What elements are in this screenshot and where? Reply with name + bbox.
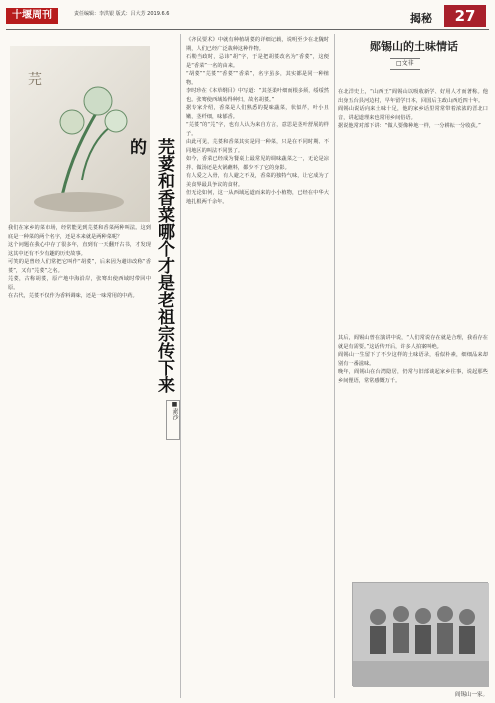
sidebar-title: 郧锡山的土味情话 — [370, 40, 458, 53]
column-divider-2 — [334, 34, 335, 698]
family-photo — [352, 582, 488, 686]
header-divider — [6, 29, 489, 30]
sidebar-body-part-1: 在北洋史上，“山西王”阎锡山以吸收新学、好用人才而著称。他出身五台县河边村，早年留学日本，回国后主政山西近四十年。 阎锡山说话向来土味十足，他的家乡话里常常带着浓浓的晋北口音，讲起道理来也常用乡间俗语。 据说他常对部下讲：“做人要像种地一样，一分耕耘一分收获。” — [338, 89, 488, 129]
hero-illustration — [10, 46, 150, 222]
sidebar-body-part-2: 其后，阎锡山曾在演讲中说，“人们常说存在就是合理，我看存在就是有需要。”这话传开后，许多人拍案叫绝。 阎锡山一生留下了不少这样的土味语录，看似朴素，细细品来却别有一番滋味。 晚年，阎锡山在台湾隐居，仍常与旧部谈起家乡往事，说起那些乡间俚语，常常感慨万千。 — [338, 335, 488, 384]
page-header — [0, 0, 495, 30]
editor-credits: 责任编辑：李洪银 版式：吕大芳 2019.6.6 — [74, 11, 170, 17]
sidebar-byline: □文非 — [390, 58, 420, 70]
section-name: 揭秘 — [410, 12, 432, 25]
photo-caption: 阎锡山一家。 — [455, 692, 489, 698]
article-author: ■素沙 — [166, 400, 180, 440]
page-number: 27 — [444, 5, 486, 27]
article-body-column-1: 我们在家乡的菜市场，经常能见到芫荽和香菜两种叫法。这到底是一种菜的两个名字，还是本来就是两种菜呢？ 这个问题在我心中存了很多年，直到有一天翻开古书，才发现这其中还有不少有趣的历史故事。 可笑的是曾经人们常把它叫作“胡荽”，后来因为避讳改称“香荽”，又有“芫荽”之名。 芫荽，古称胡荽，原产地中海沿岸，张骞出使西域时带回中原。 在古代，芫荽不仅作为香料调味，还是一味常用的中药。 — [8, 225, 151, 299]
group-photo-icon — [353, 583, 489, 687]
column-divider-1 — [180, 34, 181, 698]
herb-illustration-icon — [10, 46, 150, 222]
svg-text:芫: 芫 — [28, 72, 42, 88]
article-title: 芫荽和香菜哪个才是老祖宗传下来的 — [126, 138, 174, 393]
newspaper-brand: 十堰周刊 — [6, 8, 58, 24]
article-body-column-2: 《齐民要术》中就有种植胡荽的详细记载，说明至少在北魏时期，人们已经广泛栽种这种作物。 石勒当政时，忌讳“胡”字，于是把胡荽改名为“香荽”，这便是“香菜”一名的由来。 “胡荽”“芫荽”“香荽”“香菜”，名字虽多，其实都是同一种植物。 李时珍在《本草纲目》中写道：“其茎柔叶细而根多须，绥绥然也。张骞使西域始得种归，故名胡荽。” 据专家介绍，香菜是人们熟悉的提味蔬菜，状似芹，叶小且嫩，茎纤细，味郁香。 “芫荽”的“芫”字，也有人认为来自方言，意思是茎叶舒展的样子。 由此可见，芫荽和香菜其实是同一种菜，只是在不同时期、不同地区的叫法不同罢了。 如今，香菜已经成为餐桌上最常见的调味蔬菜之一，无论是凉拌、做汤还是火锅蘸料，都少不了它的身影。 有人爱之入骨，有人避之不及，香菜的独特气味，让它成为了美食界最具争议的食材。 但无论如何，这一从西域远道而来的小小植物，已经在中华大地扎根两千余年。 — [186, 37, 329, 205]
